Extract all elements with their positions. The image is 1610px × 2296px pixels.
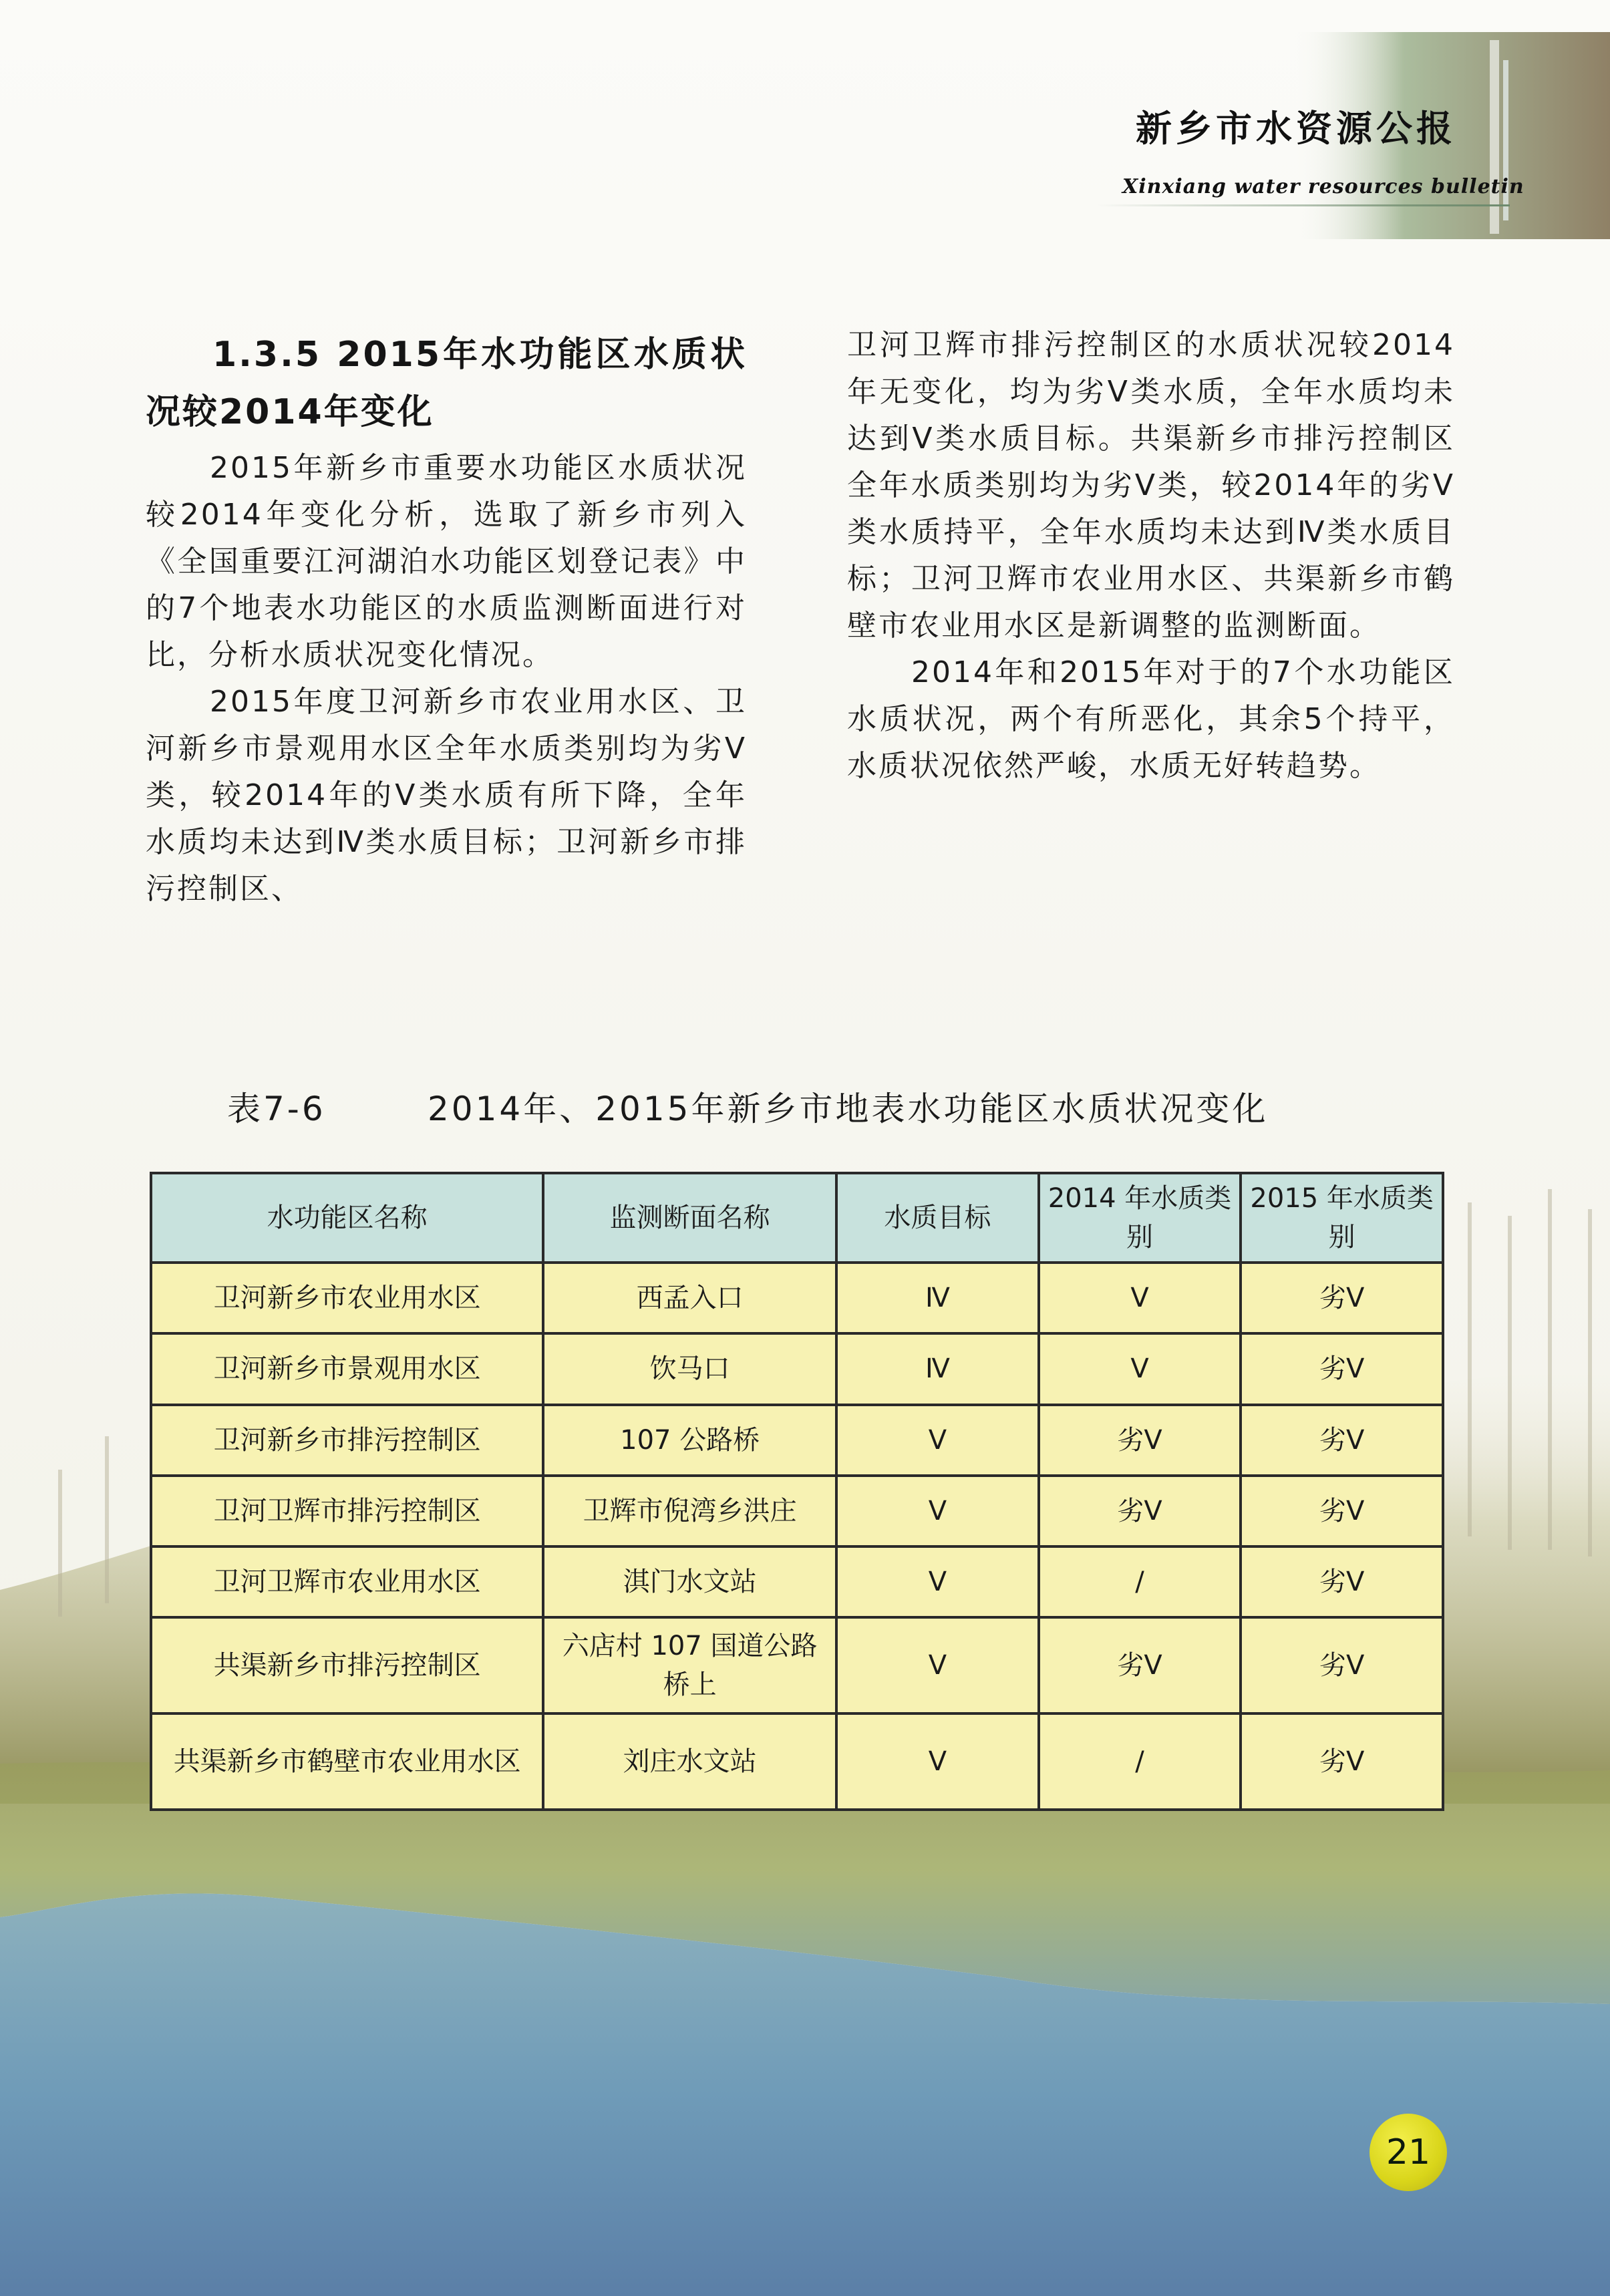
table-cell: 卫河卫辉市农业用水区: [151, 1546, 543, 1617]
table-cell: 劣Ⅴ: [1241, 1263, 1443, 1333]
table-cell: 劣Ⅴ: [1039, 1617, 1241, 1713]
table-cell: 淇门水文站: [543, 1546, 836, 1617]
table-cell: 劣Ⅴ: [1241, 1713, 1443, 1810]
table-cell: Ⅳ: [836, 1263, 1039, 1333]
table-cell: Ⅴ: [836, 1546, 1039, 1617]
column-header: 水质目标: [836, 1173, 1039, 1263]
table-caption: [227, 1082, 1403, 1130]
page-number: 21: [1370, 2114, 1447, 2191]
table-row: [151, 1333, 1443, 1404]
table-header-row: [151, 1173, 1443, 1263]
section-heading-text: 2015年水功能区水质状况较2014年变化: [146, 335, 747, 432]
table-cell: 107 公路桥: [543, 1405, 836, 1476]
column-header: 2014 年水质类别: [1039, 1173, 1241, 1263]
table-cell: Ⅳ: [836, 1333, 1039, 1404]
header-divider: [1096, 204, 1510, 206]
table-cell: Ⅴ: [836, 1617, 1039, 1713]
table-cell: 卫河新乡市农业用水区: [151, 1263, 543, 1333]
table-row: [151, 1476, 1443, 1546]
table-cell: 卫河新乡市景观用水区: [151, 1333, 543, 1404]
left-text-column: [146, 326, 747, 913]
table-cell: /: [1039, 1546, 1241, 1617]
table-row: [151, 1263, 1443, 1333]
table-cell: 卫河卫辉市排污控制区: [151, 1476, 543, 1546]
table-cell: 刘庄水文站: [543, 1713, 836, 1810]
table-cell: 共渠新乡市排污控制区: [151, 1617, 543, 1713]
table-row: [151, 1713, 1443, 1810]
table-cell: 六店村 107 国道公路桥上: [543, 1617, 836, 1713]
table-cell: Ⅴ: [836, 1405, 1039, 1476]
table-row: [151, 1617, 1443, 1713]
section-number: 1.3.5: [212, 335, 322, 375]
paragraph: 2015年新乡市重要水功能区水质状况较2014年变化分析，选取了新乡市列入《全国重要江河湖泊水功能区划登记表》中的7个地表水功能区的水质监测断面进行对比，分析水质状况变化情况。: [146, 451, 747, 672]
table-cell: 饮马口: [543, 1333, 836, 1404]
table-cell: Ⅴ: [836, 1476, 1039, 1546]
table-cell: 劣Ⅴ: [1241, 1333, 1443, 1404]
bulletin-subtitle: Xinxiang water resources bulletin: [1122, 175, 1524, 198]
column-header: 监测断面名称: [543, 1173, 836, 1263]
table-row: [151, 1405, 1443, 1476]
table-cell: Ⅴ: [836, 1713, 1039, 1810]
column-header: 水功能区名称: [151, 1173, 543, 1263]
paragraph: 2014年和2015年对于的7个水功能区水质状况，两个有所恶化，其余5个持平，水质状况依然严峻，水质无好转趋势。: [847, 655, 1455, 783]
paragraph: 2015年度卫河新乡市农业用水区、卫河新乡市景观用水区全年水质类别均为劣Ⅴ类，较2014年的Ⅴ类水质有所下降，全年水质均未达到Ⅳ类水质目标；卫河新乡市排污控制区、: [146, 685, 747, 906]
water-quality-table: [150, 1172, 1444, 1811]
table-cell: Ⅴ: [1039, 1263, 1241, 1333]
table-cell: 劣Ⅴ: [1039, 1405, 1241, 1476]
table-title: 2014年、2015年新乡市地表水功能区水质状况变化: [428, 1090, 1269, 1128]
table-label: 表7-6: [227, 1090, 326, 1128]
table-cell: Ⅴ: [1039, 1333, 1241, 1404]
table-cell: 卫河新乡市排污控制区: [151, 1405, 543, 1476]
column-header: 2015 年水质类别: [1241, 1173, 1443, 1263]
paragraph: 卫河卫辉市排污控制区的水质状况较2014年无变化，均为劣Ⅴ类水质，全年水质均未达到Ⅴ类水质目标。共渠新乡市排污控制区全年水质类别均为劣Ⅴ类，较2014年的劣Ⅴ类水质持平，全年水质均未达到Ⅳ类水质目标；卫河卫辉市农业用水区、共渠新乡市鹤壁市农业用水区是新调整的监测断面。: [847, 328, 1455, 643]
bulletin-title: 新乡市水资源公报: [1136, 108, 1456, 150]
table-cell: 卫辉市倪湾乡洪庄: [543, 1476, 836, 1546]
table-cell: 劣Ⅴ: [1241, 1405, 1443, 1476]
table-cell: 劣Ⅴ: [1039, 1476, 1241, 1546]
right-text-column: [847, 322, 1455, 790]
section-heading: [146, 326, 747, 441]
table-row: [151, 1546, 1443, 1617]
table-cell: 劣Ⅴ: [1241, 1546, 1443, 1617]
table-cell: 劣Ⅴ: [1241, 1617, 1443, 1713]
table-cell: 西孟入口: [543, 1263, 836, 1333]
table-cell: /: [1039, 1713, 1241, 1810]
table-cell: 劣Ⅴ: [1241, 1476, 1443, 1546]
table-cell: 共渠新乡市鹤壁市农业用水区: [151, 1713, 543, 1810]
